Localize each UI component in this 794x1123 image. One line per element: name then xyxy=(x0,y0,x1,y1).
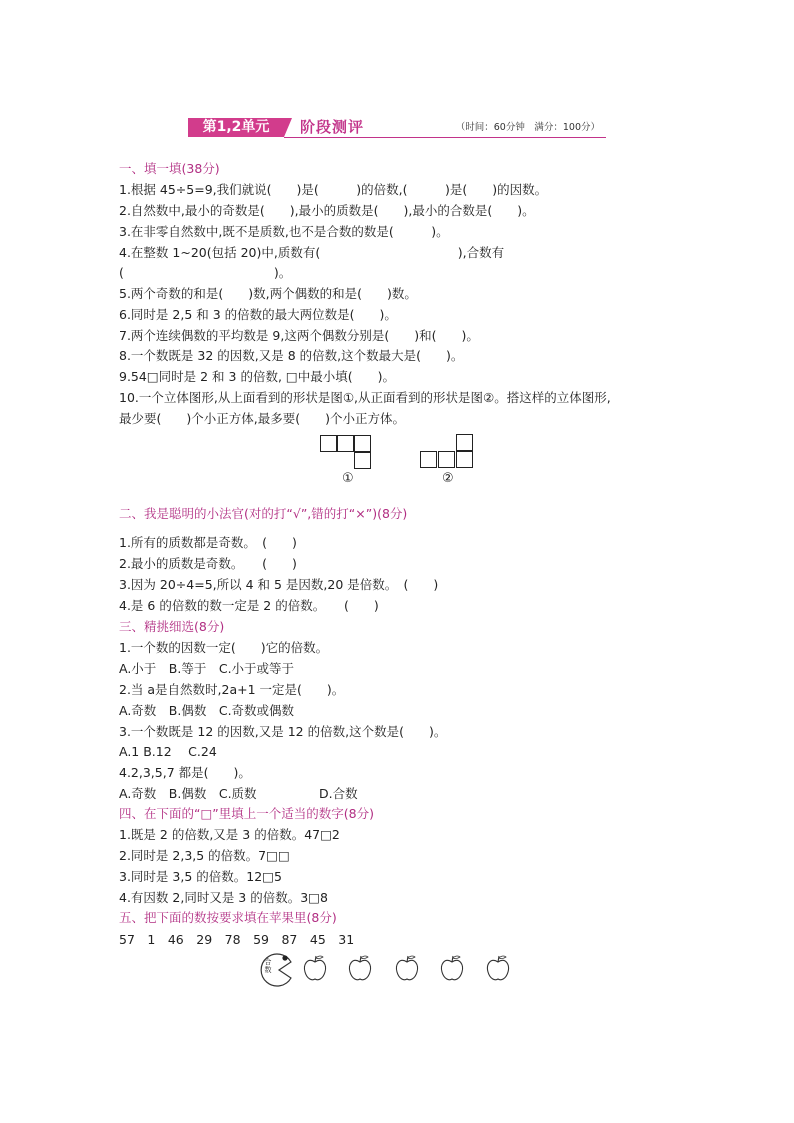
question-1-7: 7.两个连续偶数的平均数是 9,这两个偶数分别是( )和( )。 xyxy=(119,328,479,343)
section5-heading: 五、把下面的数按要求填在苹果里(8分) xyxy=(119,910,337,925)
figure1-cell xyxy=(354,435,371,452)
apple-icon[interactable] xyxy=(485,954,511,982)
question-2-4: 4.是 6 的倍数的数一定是 2 的倍数。 ( ) xyxy=(119,598,379,613)
composite-label: 合数 xyxy=(264,958,272,974)
pacman-head-icon xyxy=(255,952,295,988)
figure2-cell xyxy=(456,434,473,451)
question-4-4: 4.有因数 2,同时又是 3 的倍数。3□8 xyxy=(119,890,328,905)
question-2-2: 2.最小的质数是奇数。 ( ) xyxy=(119,556,297,571)
figure-top-view xyxy=(320,435,374,471)
question-4-1: 1.既是 2 的倍数,又是 3 的倍数。47□2 xyxy=(119,827,340,842)
question-3-4: 4.2,3,5,7 都是( )。 xyxy=(119,765,251,780)
section1-heading: 一、填一填(38分) xyxy=(119,161,220,176)
unit-badge: 第1,2单元 xyxy=(188,118,284,137)
time-score-info: （时间：60分钟 满分：100分） xyxy=(455,122,600,133)
options-3-1: A.小于 B.等于 C.小于或等于 xyxy=(119,661,295,676)
question-3-2: 2.当 a是自然数时,2a+1 一定是( )。 xyxy=(119,682,345,697)
apple-row xyxy=(255,952,525,992)
question-1-3: 3.在非零自然数中,既不是质数,也不是合数的数是( )。 xyxy=(119,224,449,239)
question-2-1: 1.所有的质数都是奇数。 ( ) xyxy=(119,535,297,550)
section4-heading: 四、在下面的“□”里填上一个适当的数字(8分) xyxy=(119,806,374,821)
question-4-3: 3.同时是 3,5 的倍数。12□5 xyxy=(119,869,282,884)
options-3-4: A.奇数 B.偶数 C.质数 D.合数 xyxy=(119,786,358,801)
section3-heading: 三、精挑细选(8分) xyxy=(119,619,225,634)
apple-icon[interactable] xyxy=(439,954,465,982)
figure2-cell xyxy=(438,451,455,468)
figure1-label: ① xyxy=(342,471,354,486)
figure-front-view xyxy=(420,434,476,470)
header-rule xyxy=(284,137,606,138)
question-1-8: 8.一个数既是 32 的因数,又是 8 的倍数,这个数最大是( )。 xyxy=(119,348,464,363)
question-1-6: 6.同时是 2,5 和 3 的倍数的最大两位数是( )。 xyxy=(119,307,397,322)
question-1-10: 10.一个立体图形,从上面看到的形状是图①,从正面看到的形状是图②。搭这样的立体图形, xyxy=(119,390,611,405)
figure1-cell xyxy=(354,452,371,469)
page-title: 阶段测评 xyxy=(300,118,365,136)
figure2-label: ② xyxy=(442,471,454,486)
number-list: 57 1 46 29 78 59 87 45 31 xyxy=(119,932,355,947)
apple-icon[interactable] xyxy=(302,954,328,982)
question-4-2: 2.同时是 2,3,5 的倍数。7□□ xyxy=(119,848,290,863)
figure1-cell xyxy=(337,435,354,452)
section2-heading: 二、我是聪明的小法官(对的打“√”,错的打“×”)(8分) xyxy=(119,506,408,521)
question-1-5: 5.两个奇数的和是( )数,两个偶数的和是( )数。 xyxy=(119,286,417,301)
figure2-cell xyxy=(456,451,473,468)
apple-icon[interactable] xyxy=(347,954,373,982)
question-1-4-cont: ( )。 xyxy=(119,265,292,280)
worksheet-header xyxy=(188,118,606,138)
options-3-3: A.1 B.12 C.24 xyxy=(119,744,217,759)
figure2-cell xyxy=(420,451,437,468)
question-3-3: 3.一个数既是 12 的因数,又是 12 的倍数,这个数是( )。 xyxy=(119,724,447,739)
question-2-3: 3.因为 20÷4=5,所以 4 和 5 是因数,20 是倍数。 ( ) xyxy=(119,577,439,592)
question-1-9: 9.54□同时是 2 和 3 的倍数, □中最小填( )。 xyxy=(119,369,395,384)
figure1-cell xyxy=(320,435,337,452)
question-1-10-cont: 最少要( )个小正方体,最多要( )个小正方体。 xyxy=(119,411,405,426)
options-3-2: A.奇数 B.偶数 C.奇数或偶数 xyxy=(119,703,295,718)
question-1-4: 4.在整数 1~20(包括 20)中,质数有( ),合数有 xyxy=(119,245,505,260)
question-3-1: 1.一个数的因数一定( )它的倍数。 xyxy=(119,640,329,655)
question-1-1: 1.根据 45÷5=9,我们就说( )是( )的倍数,( )是( )的因数。 xyxy=(119,182,548,197)
apple-icon[interactable] xyxy=(394,954,420,982)
question-1-2: 2.自然数中,最小的奇数是( ),最小的质数是( ),最小的合数是( )。 xyxy=(119,203,535,218)
